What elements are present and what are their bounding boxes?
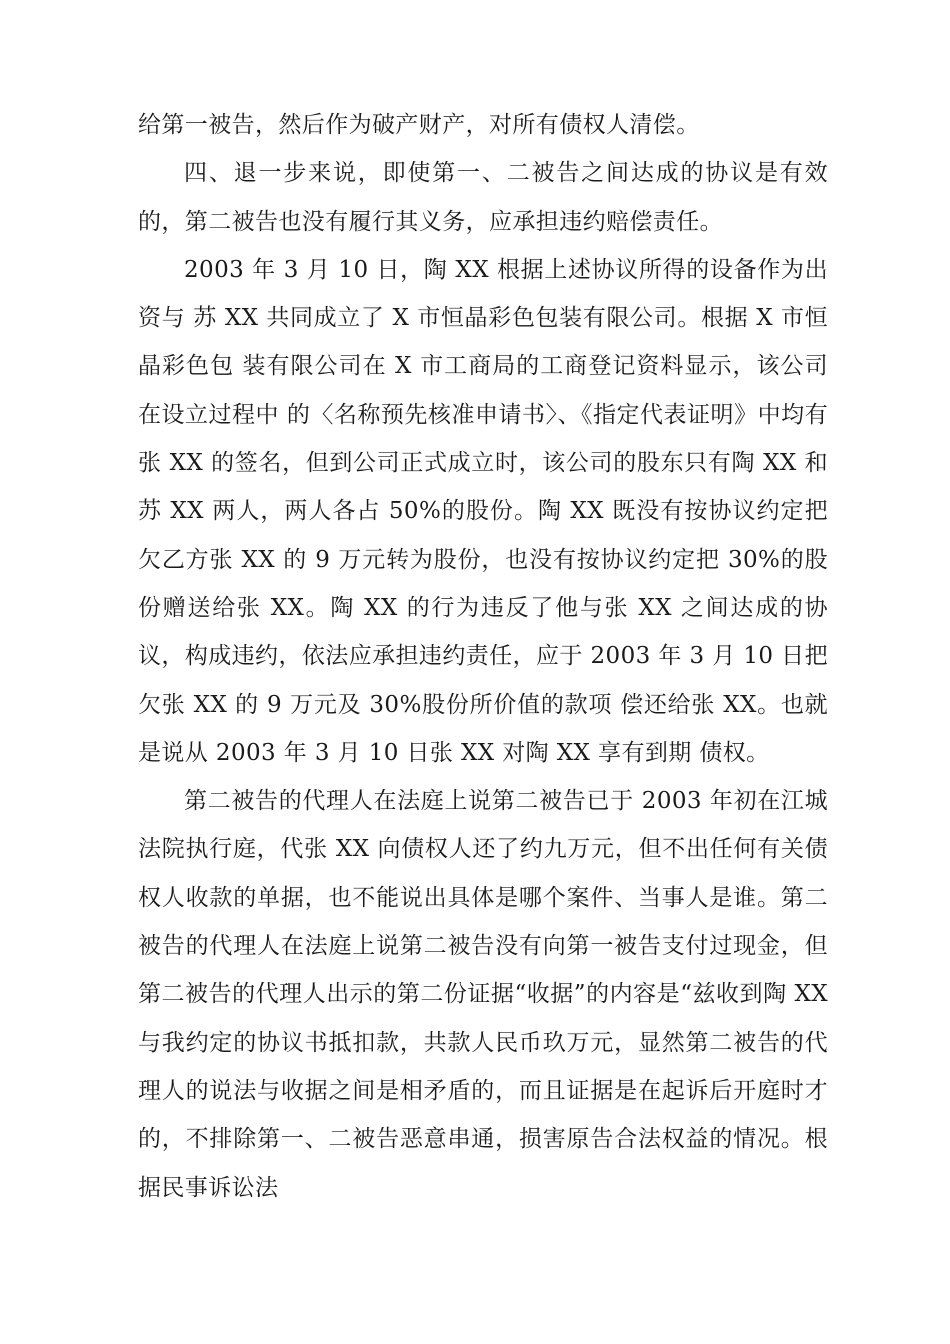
paragraph-3: 2003 年 3 月 10 日，陶 XX 根据上述协议所得的设备作为出资与 苏 XX 共同成立了 X 市恒晶彩色包装有限公司。根据 X 市恒晶彩色包 装有限公司在 X 市工商局的工商登记资料显示，该公司在设立过程中 的〈名称预先核准申请书〉、《指定代表证明》中均有张 XX 的签名，但到公司正式成立时，该公司的股东只有陶 XX 和苏 XX 两人，两人各占 50%的股份。陶 XX 既没有按协议约定把欠乙方张 XX 的 9 万元转为股份，也没有按协议约定把 30%的股份赠送给张 XX。陶 XX 的行为违反了他与张 XX 之间达成的协议，构成违约，依法应承担违约责任，应于 2003 年 3 月 10 日把欠张 XX 的 9 万元及 30%股份所价值的款项 偿还给张 XX。也就是说从 2003 年 3 月 10 日张 XX 对陶 XX 享有到期 债权。 — [138, 256, 828, 766]
paragraph-4: 第二被告的代理人在法庭上说第二被告已于 2003 年初在江城法院执行庭，代张 XX 向债权人还了约九万元，但不出任何有关债权人收款的单据，也不能说出具体是哪个案件、当事人是谁。第二被告的代理人在法庭上说第二被告没有向第一被告支付过现金，但第二被告的代理人出示的第二份证据“收据”的内容是“兹收到陶 XX 与我约定的协议书抵扣款，共款人民币玖万元，显然第二被告的代理人的说法与收据之间是相矛盾的，而且证据是在起诉后开庭时才的，不排除第一、二被告恶意串通，损害原告合法权益的情况。根据民事诉讼法 — [138, 788, 828, 1201]
paragraph-1: 给第一被告，然后作为破产财产，对所有债权人清偿。 — [138, 112, 700, 138]
paragraph-2: 四、退一步来说，即使第一、二被告之间达成的协议是有效的，第二被告也没有履行其义务，应承担违约赔偿责任。 — [138, 160, 828, 235]
document-body — [138, 101, 828, 1212]
